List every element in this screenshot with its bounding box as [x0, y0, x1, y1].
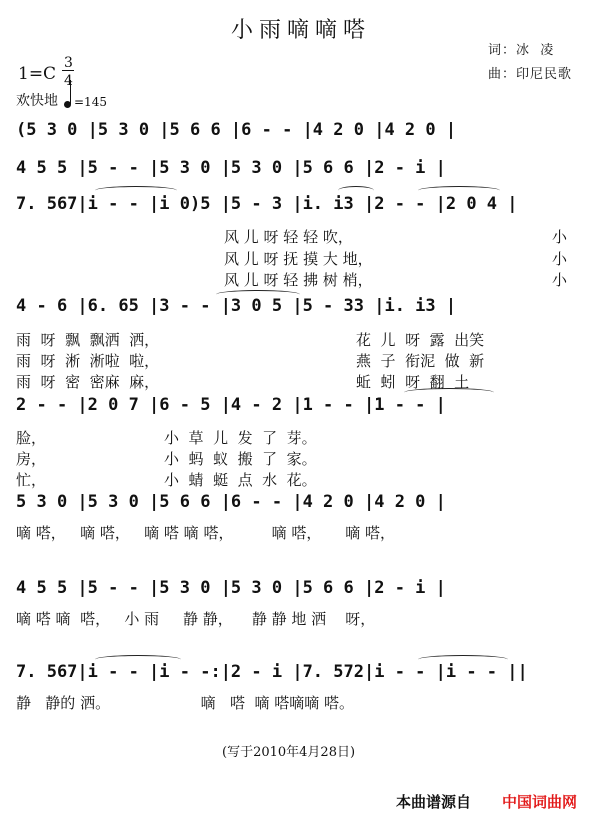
time-signature-bottom: 4: [64, 73, 73, 89]
site-logo[interactable]: 中国词曲网: [502, 793, 578, 811]
notation-row-3: 7. 567|i - - |i 0)5 |5 - 3 |i. i3 |2 - - |2 0 4 |: [16, 194, 518, 214]
lyric-chorus: 嘀 嗒， 嘀 嗒， 嘀 嗒 嘀 嗒， 嘀 嗒， 嘀 嗒，: [16, 524, 395, 542]
lyric-verse-1: 脸，: [16, 429, 47, 447]
key-signature: 1=C: [18, 64, 57, 84]
time-signature-top: 3: [64, 55, 73, 71]
note-stem: [70, 80, 71, 104]
lyric-verse-3: 风 儿 呀 轻 拂 树 梢，: [224, 271, 373, 289]
slur: [95, 186, 177, 195]
tempo-bpm: =145: [74, 95, 107, 109]
lyric-chorus: 静 静的 洒。 嘀 嗒 嘀 嗒嘀嘀 嗒。: [16, 694, 355, 712]
song-title: 小雨嘀嘀嗒: [230, 18, 371, 43]
lyric-verse-1: 风 儿 呀 轻 轻 吹，: [224, 228, 353, 246]
slur: [418, 186, 500, 195]
lyric-verse-2: 风 儿 呀 抚 摸 大 地，: [224, 250, 373, 268]
notation-row-8: 7. 567|i - - |i - -:|2 - i |7. 572|i - - |i - - ||: [16, 662, 528, 682]
notation-row-2: 4 5 5 |5 - - |5 3 0 |5 3 0 |5 6 6 |2 - i |: [16, 158, 446, 178]
lyric-verse-1: 花 儿 呀 露 出笑: [356, 331, 485, 349]
notation-row-4: 4 - 6 |6. 65 |3 - - |3 0 5 |5 - 33 |i. i3 |: [16, 296, 457, 316]
lyric-verse-3: 忙，: [16, 471, 47, 489]
lyric-verse-3: 雨 呀 密 密麻 麻，: [16, 373, 160, 391]
lyric-pickup-2: 小: [552, 250, 568, 268]
tempo-marking: 欢快地: [16, 93, 58, 109]
slur: [216, 290, 300, 299]
lyric-verse-1: 雨 呀 飘 飘洒 洒，: [16, 331, 160, 349]
lyric-verse-2: 雨 呀 淅 淅啦 啦，: [16, 352, 160, 370]
composer-credit: 曲：印尼民歌: [488, 67, 573, 82]
lyricist-credit: 词：冰 凌: [488, 43, 555, 58]
slur: [404, 388, 494, 397]
notation-row-7: 4 5 5 |5 - - |5 3 0 |5 3 0 |5 6 6 |2 - i |: [16, 578, 446, 598]
notation-row-5: 2 - - |2 0 7 |6 - 5 |4 - 2 |1 - - |1 - - |: [16, 395, 446, 415]
notation-row-6: 5 3 0 |5 3 0 |5 6 6 |6 - - |4 2 0 |4 2 0 |: [16, 492, 446, 512]
lyric-verse-2: 房，: [16, 450, 47, 468]
composition-date: (写于2010年4月28日): [222, 745, 356, 760]
lyric-verse-1: 小 草 儿 发 了 芽。: [164, 429, 317, 447]
lyric-verse-2: 燕 子 衔泥 做 新: [356, 352, 485, 370]
slur: [95, 655, 181, 664]
lyric-verse-2: 小 蚂 蚁 搬 了 家。: [164, 450, 317, 468]
lyric-chorus: 嘀 嗒 嘀 嗒， 小 雨 静 静， 静 静 地 洒 呀，: [16, 610, 376, 628]
time-signature-bar: [62, 70, 74, 71]
lyric-verse-3: 蚯 蚓 呀 翻 土: [356, 373, 470, 391]
slur: [418, 655, 508, 664]
lyric-verse-3: 小 蜻 蜓 点 水 花。: [164, 471, 317, 489]
notation-row-1: (5 3 0 |5 3 0 |5 6 6 |6 - - |4 2 0 |4 2 0 |: [16, 120, 457, 140]
lyric-pickup-1: 小: [552, 228, 568, 246]
slur: [338, 186, 374, 195]
source-label: 本曲谱源自: [396, 793, 472, 811]
lyric-pickup-3: 小: [552, 271, 568, 289]
